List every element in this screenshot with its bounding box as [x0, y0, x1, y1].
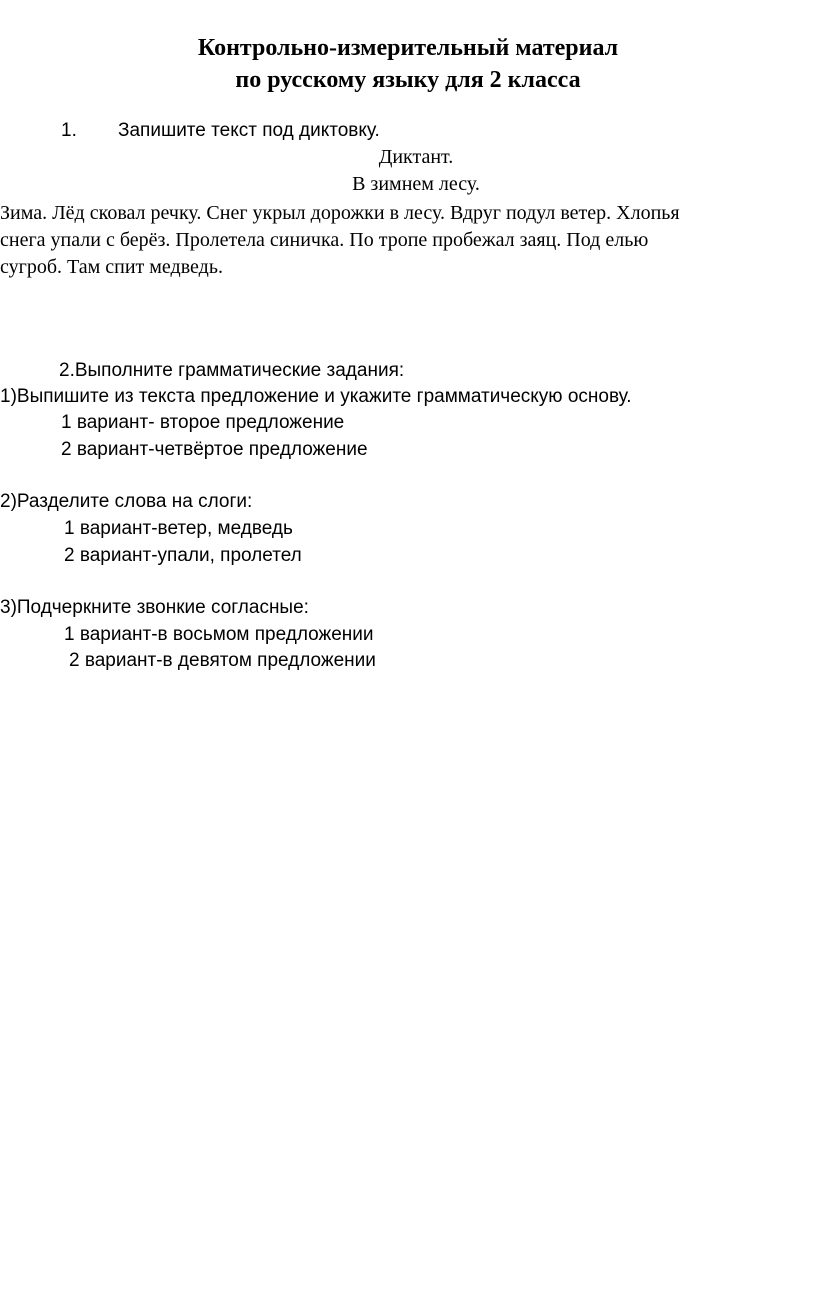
- question-3-variant-1: 1 вариант-в восьмом предложении: [64, 624, 374, 645]
- question-2-variant-1: 1 вариант-ветер, медведь: [64, 518, 293, 539]
- dictation-title: В зимнем лесу.: [352, 173, 480, 195]
- question-2-variant-2: 2 вариант-упали, пролетел: [64, 545, 302, 566]
- question-3: 3)Подчеркните звонкие согласные:: [0, 597, 309, 618]
- task2-heading: 2.Выполните грамматические задания:: [59, 360, 405, 381]
- question-1: 1)Выпишите из текста предложение и укажите грамматическую основу.: [0, 386, 632, 407]
- dictation-text: [0, 200, 800, 281]
- question-1-variant-2: 2 вариант-четвёртое предложение: [61, 439, 368, 460]
- dictation-text-line: Зима. Лёд сковал речку. Снег укрыл дорожки в лесу. Вдруг подул ветер. Хлопья: [0, 202, 680, 224]
- task1-instruction: Запишите текст под диктовку.: [118, 120, 380, 141]
- dictation-heading: Диктант.: [378, 146, 454, 168]
- question-2: 2)Разделите слова на слоги:: [0, 491, 253, 512]
- task1-number: 1.: [61, 120, 77, 141]
- dictation-text-line: снега упали с берёз. Пролетела синичка. По тропе пробежал заяц. Под елью: [0, 229, 649, 251]
- dictation-text-line: сугроб. Там спит медведь.: [0, 256, 223, 278]
- question-1-variant-1: 1 вариант- второе предложение: [61, 412, 345, 433]
- question-3-variant-2: 2 вариант-в девятом предложении: [69, 650, 376, 671]
- document-title-line-2: по русскому языку для 2 класса: [235, 67, 581, 93]
- document-title-line-1: Контрольно-измерительный материал: [197, 35, 619, 61]
